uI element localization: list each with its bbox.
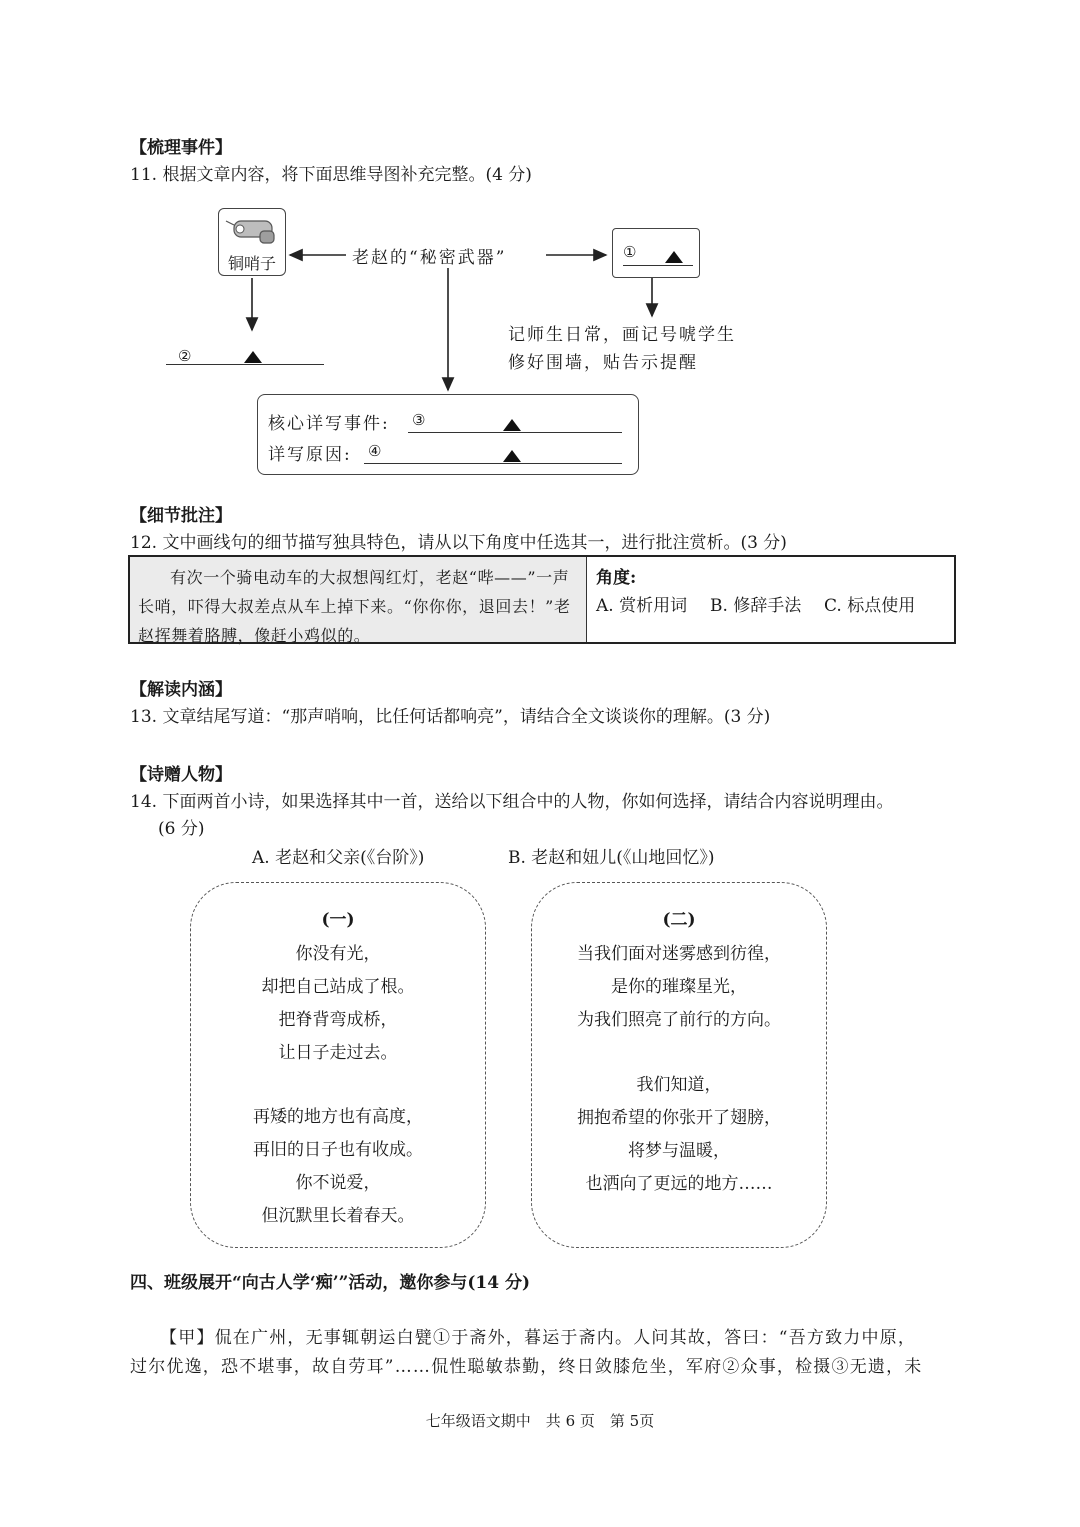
mind-map-center: 老赵的“秘密武器” [352, 248, 507, 268]
poem-1-line: 再旧的日子也有收成。 [253, 1140, 423, 1160]
whistle-label: 铜哨子 [227, 254, 276, 273]
section-title-sort-events: 【梳理事件】 [130, 138, 232, 158]
section-title-interpret: 【解读内涵】 [130, 680, 232, 700]
angle-a: A. 赏析用词 [596, 596, 688, 616]
part-4-title: 四、班级展开“向古人学‘痴’”活动，邀你参与(14 分) [130, 1273, 531, 1293]
angle-title: 角度: [596, 568, 637, 588]
page-footer: 七年级语文期中 共 6 页 第 5页 [425, 1412, 655, 1430]
poem-1-title: (一) [321, 910, 355, 930]
q12-table [128, 555, 956, 644]
jia-passage-line-2: 过尔优逸，恐不堪事，故自劳耳”……侃性聪敏恭勤，终日敛膝危坐，军府②众事，检摄③无遗，未 [130, 1357, 923, 1377]
poem-1-line: 把脊背弯成桥， [278, 1010, 398, 1030]
section-title-poem-gift: 【诗赠人物】 [130, 765, 232, 785]
poem-1-line: 你没有光， [295, 944, 381, 964]
jia-passage-line-1: 【甲】侃在广州，无事辄朝运白甓①于斋外，暮运于斋内。人问其故，答曰：“吾方致力中原， [160, 1328, 917, 1348]
poem-1-line: 但沉默里长着春天。 [261, 1206, 415, 1226]
poem-1-line: 让日子走过去。 [278, 1043, 398, 1063]
poem-1-line: 你不说爱， [295, 1173, 381, 1193]
angle-c: C. 标点使用 [824, 596, 916, 616]
poem-2-line: 当我们面对迷雾感到彷徨， [577, 944, 781, 964]
question-13: 13. 文章结尾写道：“那声哨响，比任何话都响亮”，请结合全文谈谈你的理解。(3 分) [130, 707, 771, 727]
question-14-score: (6 分) [158, 819, 205, 839]
poem-2-box [531, 882, 827, 1248]
poem-2-line: 为我们照亮了前行的方向。 [577, 1010, 781, 1030]
mind-map-arrows [0, 0, 1080, 500]
detail-reason-label: 详写原因: [268, 445, 352, 465]
poem-1-box [190, 882, 486, 1248]
question-11: 11. 根据文章内容，将下面思维导图补充完整。(4 分) [130, 165, 532, 185]
poem-2-line: 我们知道， [636, 1075, 722, 1095]
option-b: B. 老赵和妞儿(《山地回忆》) [508, 848, 715, 868]
poem-2-line: 拥抱希望的你张开了翅膀， [577, 1108, 781, 1128]
poem-1-line: 再矮的地方也有高度， [253, 1107, 423, 1127]
blank-1-label: ① [623, 243, 637, 261]
q12-passage-cell [130, 557, 587, 645]
poem-2-line: 是你的璀璨星光， [611, 977, 747, 997]
blank-2-label: ② [178, 347, 192, 365]
blank-4-label: ④ [368, 442, 382, 460]
angle-b: B. 修辞手法 [710, 596, 802, 616]
q12-passage: 有次一个骑电动车的大叔想闯红灯，老赵“哔——”一声长哨，吓得大叔差点从车上掉下来。“你你你，退回去！”老赵挥舞着胳膊，像赶小鸡似的。 [138, 568, 571, 645]
question-14: 14. 下面两首小诗，如果选择其中一首，送给以下组合中的人物，你如何选择，请结合内容说明理由。 [130, 792, 894, 812]
poem-2-line: 将梦与温暖， [628, 1141, 730, 1161]
right-note-line-2: 修好围墙，贴告示提醒 [508, 353, 698, 373]
poem-2-line: 也洒向了更远的地方…… [585, 1174, 773, 1194]
core-event-label: 核心详写事件: [268, 414, 390, 434]
section-title-detail-annotation: 【细节批注】 [130, 506, 232, 526]
blank-3-label: ③ [412, 411, 426, 429]
poem-2-title: (二) [662, 910, 696, 930]
option-a: A. 老赵和父亲(《台阶》) [252, 848, 425, 868]
right-note-line-1: 记师生日常，画记号唬学生 [508, 325, 736, 345]
question-12: 12. 文中画线句的细节描写独具特色，请从以下角度中任选其一，进行批注赏析。(3 分) [130, 533, 787, 553]
poem-1-line: 却把自己站成了根。 [261, 977, 415, 997]
